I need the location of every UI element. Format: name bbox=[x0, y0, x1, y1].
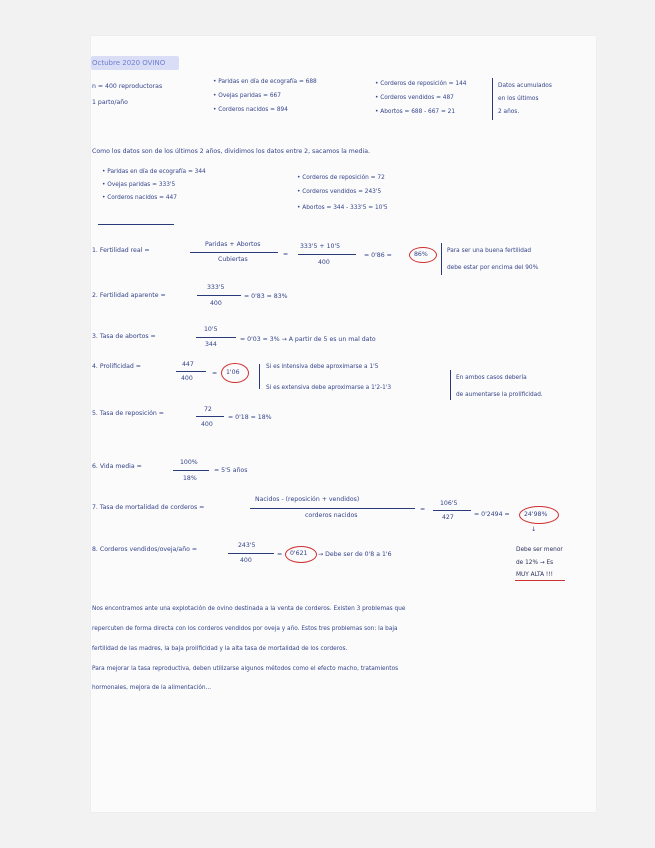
item1-brace bbox=[441, 243, 442, 275]
item1-den2: 400 bbox=[318, 259, 330, 266]
item4-brace2 bbox=[450, 370, 451, 400]
item7-num2: 106'5 bbox=[440, 500, 458, 507]
item3-num: 10'5 bbox=[204, 326, 218, 333]
intro-brace bbox=[492, 78, 493, 120]
item2-result: = 0'83 = 83% bbox=[244, 293, 288, 300]
item4-brace-note2: de aumentarse la prolificidad. bbox=[456, 392, 543, 398]
item4-num: 447 bbox=[182, 361, 194, 368]
item1-result: = 0'86 = bbox=[364, 252, 392, 259]
item4-note2: Si es extensiva debe aproximarse a 1'2-1'3 bbox=[266, 385, 392, 391]
item6-den: 18% bbox=[183, 475, 197, 482]
item6-result: = 5'5 años bbox=[214, 467, 248, 474]
averaging-sentence: Como los datos son de los últimos 2 años, dividimos los datos entre 2, sacamos la media. bbox=[92, 148, 370, 155]
intro-brace-2: 2 años. bbox=[498, 109, 520, 115]
avg-col2-2: • Abortos = 344 - 333'5 = 10'5 bbox=[297, 205, 388, 211]
item1-eq: = bbox=[283, 251, 289, 258]
item2-fraction-bar bbox=[197, 295, 241, 296]
item7-warning3: MUY ALTA !!! bbox=[516, 572, 553, 578]
item5-den: 400 bbox=[201, 421, 213, 428]
item2-num: 333'5 bbox=[207, 284, 225, 291]
item5-num: 72 bbox=[204, 406, 212, 413]
item4-brace-note1: En ambos casos debería bbox=[456, 375, 527, 381]
item7-warning-underline bbox=[515, 580, 565, 581]
intro-brace-1: en los últimos bbox=[498, 96, 539, 102]
page-title: Octubre 2020 OVINO bbox=[92, 59, 166, 67]
intro-c1-0: • Paridas en día de ecografía = 688 bbox=[213, 79, 317, 85]
conclusion-line-1: repercuten de forma directa con los corderos vendidos por oveja y año. Estos tres problemas son: la baja bbox=[92, 626, 398, 632]
item1-num2: 333'5 + 10'5 bbox=[300, 243, 341, 250]
item6-num: 100% bbox=[180, 459, 198, 466]
intro-parto: 1 parto/año bbox=[92, 99, 128, 106]
avg-col1-2: • Corderos nacidos = 447 bbox=[102, 195, 177, 201]
item4-circled: 1'06 bbox=[226, 369, 240, 376]
conclusion-line-2: fertilidad de las madres, la baja prolificidad y la alta tasa de mortalidad de los corderos. bbox=[92, 646, 348, 652]
conclusion-line-0: Nos encontramos ante una explotación de ovino destinada a la venta de corderos. Existen 3 problemas que bbox=[92, 606, 406, 612]
item7-arrow: ↓ bbox=[531, 526, 537, 533]
item8-eq: = bbox=[277, 551, 283, 558]
avg-col2-0: • Corderos de reposición = 72 bbox=[297, 175, 385, 181]
item4-brace bbox=[259, 364, 260, 389]
separator-line bbox=[98, 224, 174, 225]
conclusion-line-4: hormonales, mejora de la alimentación... bbox=[92, 685, 212, 691]
item3-label: 3. Tasa de abortos = bbox=[92, 333, 156, 340]
item5-fraction-bar bbox=[196, 416, 224, 417]
item4-eq: = bbox=[212, 370, 218, 377]
item7-label: 7. Tasa de mortalidad de corderos = bbox=[92, 504, 205, 511]
item7-warning1: Debe ser menor bbox=[516, 547, 563, 553]
item1-note1: Para ser una buena fertilidad bbox=[447, 248, 532, 254]
item5-result: = 0'18 = 18% bbox=[228, 414, 272, 421]
intro-c1-2: • Corderos nacidos = 894 bbox=[213, 107, 288, 113]
item8-result: → Debe ser de 0'8 a 1'6 bbox=[318, 551, 392, 558]
item4-fraction-bar bbox=[176, 371, 206, 372]
intro-c2-2: • Abortos = 688 - 667 = 21 bbox=[375, 109, 456, 115]
item7-result: = 0'2494 = bbox=[474, 511, 510, 518]
item1-circled: 86% bbox=[414, 251, 428, 258]
intro-n: n = 400 reproductoras bbox=[92, 83, 163, 90]
avg-col1-1: • Ovejas paridas = 333'5 bbox=[102, 182, 176, 188]
item7-num: Nacidos - (reposición + vendidos) bbox=[255, 496, 360, 503]
item4-label: 4. Prolificidad = bbox=[92, 363, 141, 370]
intro-c2-1: • Corderos vendidos = 487 bbox=[375, 95, 454, 101]
intro-c2-0: • Corderos de reposición = 144 bbox=[375, 81, 467, 87]
item7-warning2: de 12% → Es bbox=[516, 560, 554, 566]
item7-den: corderos nacidos bbox=[305, 512, 358, 519]
item6-label: 6. Vida media = bbox=[92, 463, 142, 470]
intro-brace-0: Datos acumulados bbox=[498, 83, 552, 89]
item1-fraction-bar bbox=[190, 252, 278, 253]
avg-col1-0: • Paridas en día de ecografía = 344 bbox=[102, 169, 206, 175]
item7-fraction-bar2 bbox=[433, 510, 471, 511]
item3-fraction-bar bbox=[196, 337, 236, 338]
item7-circled: 24'98% bbox=[524, 511, 548, 518]
item1-fraction-bar2 bbox=[298, 254, 356, 255]
item4-note1: Si es intensiva debe aproximarse a 1'5 bbox=[266, 364, 379, 370]
item7-den2: 427 bbox=[442, 514, 454, 521]
conclusion-line-3: Para mejorar la tasa reproductiva, deben utilizarse algunos métodos como el efecto macho, tratamientos bbox=[92, 666, 399, 672]
item4-den: 400 bbox=[181, 375, 193, 382]
item1-den: Cubiertas bbox=[218, 256, 248, 263]
item2-label: 2. Fertilidad aparente = bbox=[92, 292, 166, 299]
item8-num: 243'5 bbox=[238, 542, 256, 549]
item8-circled: 0'621 bbox=[290, 550, 308, 557]
item3-result: = 0'03 = 3% → A partir de 5 es un mal dato bbox=[240, 336, 376, 343]
item2-den: 400 bbox=[210, 300, 222, 307]
item1-note2: debe estar por encima del 90% bbox=[447, 265, 539, 271]
item8-fraction-bar bbox=[228, 553, 274, 554]
item7-fraction-bar bbox=[250, 508, 415, 509]
item8-den: 400 bbox=[240, 557, 252, 564]
item6-fraction-bar bbox=[173, 470, 209, 471]
item7-eq: = bbox=[420, 506, 426, 513]
item3-den: 344 bbox=[205, 341, 217, 348]
item5-label: 5. Tasa de reposición = bbox=[92, 410, 164, 417]
intro-c1-1: • Ovejas paridas = 667 bbox=[213, 93, 281, 99]
item1-label: 1. Fertilidad real = bbox=[92, 247, 150, 254]
item1-num: Paridas + Abortos bbox=[205, 241, 261, 248]
avg-col2-1: • Corderos vendidos = 243'5 bbox=[297, 189, 382, 195]
item8-label: 8. Corderos vendidos/oveja/año = bbox=[92, 546, 198, 553]
